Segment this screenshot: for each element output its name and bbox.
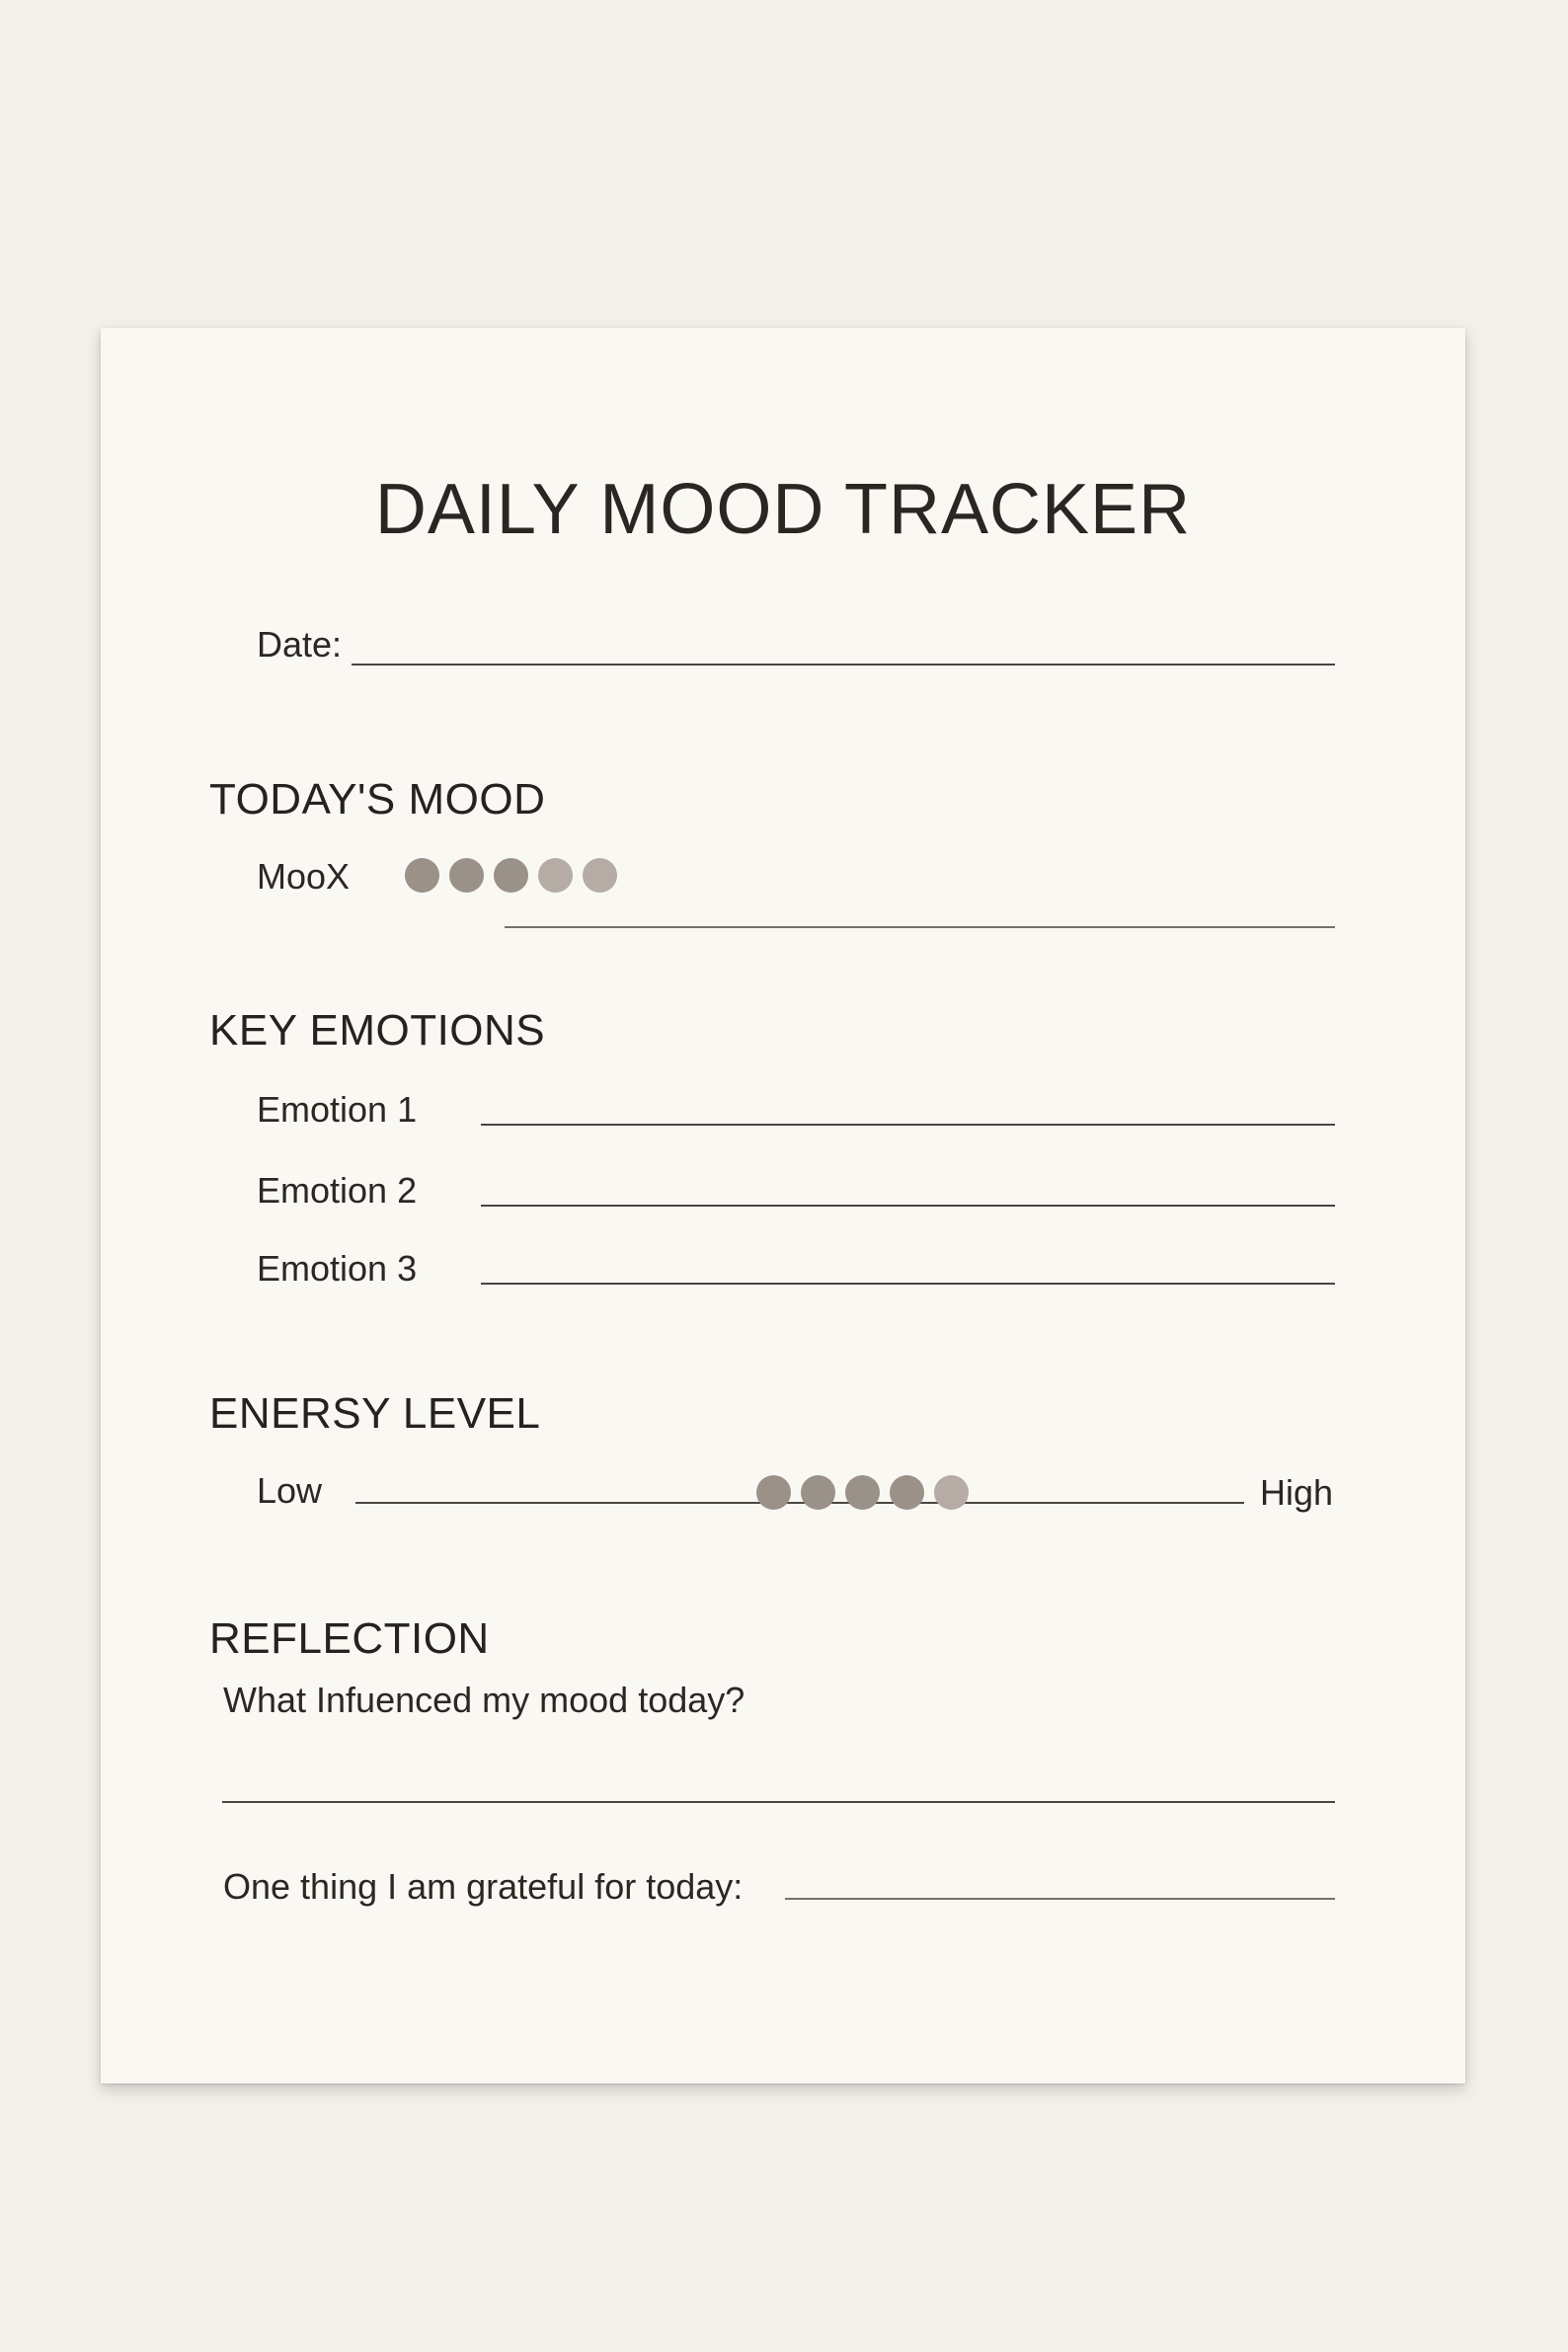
emotion-3-label: Emotion 3 bbox=[257, 1248, 418, 1289]
reflection-heading: REFLECTION bbox=[209, 1614, 490, 1663]
reflection-prompt-influence: What Infuenced my mood today? bbox=[223, 1680, 745, 1720]
mood-rating-dots[interactable] bbox=[405, 858, 617, 893]
emotion-3-line[interactable] bbox=[481, 1283, 1335, 1285]
energy-level-heading: ENERSY LEVEL bbox=[209, 1389, 541, 1438]
grateful-answer-line[interactable] bbox=[785, 1898, 1335, 1900]
energy-low-label: Low bbox=[257, 1470, 323, 1511]
date-field-line[interactable] bbox=[352, 664, 1335, 666]
page-title: DAILY MOOD TRACKER bbox=[374, 470, 1192, 549]
energy-dot-3[interactable] bbox=[845, 1475, 880, 1510]
emotion-2-label: Emotion 2 bbox=[257, 1170, 418, 1211]
key-emotions-heading: KEY EMOTIONS bbox=[209, 1006, 546, 1055]
energy-dot-2[interactable] bbox=[801, 1475, 835, 1510]
mood-dot-2[interactable] bbox=[449, 858, 484, 893]
mood-field-line[interactable] bbox=[505, 926, 1335, 928]
emotion-1-line[interactable] bbox=[481, 1124, 1335, 1126]
mood-dot-3[interactable] bbox=[494, 858, 528, 893]
mood-label: MooX bbox=[257, 856, 351, 897]
energy-dot-5[interactable] bbox=[934, 1475, 969, 1510]
emotion-2-line[interactable] bbox=[481, 1205, 1335, 1207]
mood-dot-4[interactable] bbox=[538, 858, 573, 893]
emotion-1-label: Emotion 1 bbox=[257, 1089, 418, 1130]
reflection-prompt-grateful: One thing I am grateful for today: bbox=[223, 1866, 744, 1907]
mood-tracker-sheet bbox=[101, 328, 1465, 2083]
energy-rating-dots[interactable] bbox=[756, 1475, 969, 1510]
mood-dot-1[interactable] bbox=[405, 858, 439, 893]
energy-dot-4[interactable] bbox=[890, 1475, 924, 1510]
todays-mood-heading: TODAY'S MOOD bbox=[209, 775, 546, 823]
influence-answer-line[interactable] bbox=[222, 1801, 1335, 1803]
energy-high-label: High bbox=[1260, 1472, 1334, 1513]
mood-dot-5[interactable] bbox=[583, 858, 617, 893]
date-label: Date: bbox=[257, 624, 343, 665]
energy-dot-1[interactable] bbox=[756, 1475, 791, 1510]
